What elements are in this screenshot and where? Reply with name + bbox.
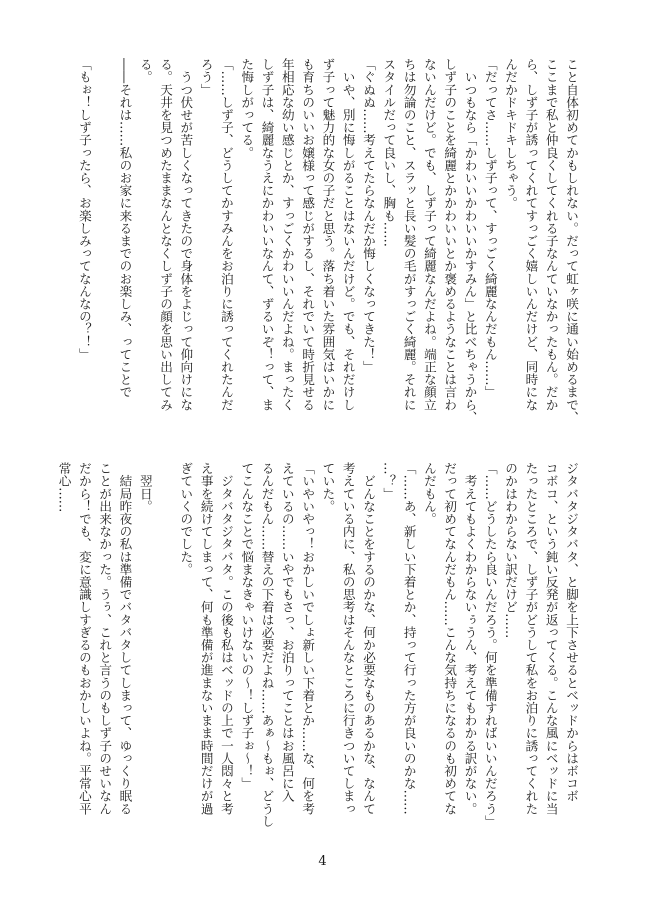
text-line: る。天井を見つめたままなんとなくしず子の顔を思い出してみ	[158, 58, 174, 411]
text-line: 「……どうしたら良いんだろう。何を準備すればいいんだろう」	[482, 462, 498, 828]
text-line: しず子は、綺麗なうえにかわいいなんて、ずるいぞ！って、ま	[259, 58, 275, 411]
text-line: 「いやいやっ！おかしいでしょ新しい下着とか……な、何を考	[300, 462, 316, 815]
lower-text-block	[0, 462, 581, 827]
text-line: 翌日。	[137, 462, 153, 513]
text-line: うつ伏せが苦しくなってきたので身体をよじって仰向けにな	[178, 58, 194, 411]
text-line: ――それは……私のお家に来るまでのお楽しみ、ってことで	[117, 58, 133, 399]
text-line: …？」	[381, 462, 397, 500]
text-line: だって初めてなんだもん……こんな気持ちになるのも初めてな	[442, 462, 458, 815]
text-line: 「だってさ……しず子って、すっごく綺麗なんだもん……」	[482, 58, 498, 399]
text-line: ことが出来なかった。うぅ、これと言うのもしず子のせいなん	[97, 462, 113, 815]
text-line: だから！でも、変に意識しすぎるのもおかしいよね。平常心平	[76, 462, 92, 815]
text-line: 年相応な幼い感じとか、すっごくかわいいんだよね。まったく	[279, 58, 295, 411]
text-line: こと自体初めてかもしれない。だって虹ヶ咲に通い始めるまで、	[564, 58, 579, 424]
text-line: のかはわからない訳だけど……	[503, 462, 519, 639]
text-line: え事を続けてしまって、何も準備が進まないまま時間だけが過	[198, 462, 214, 815]
text-line: 結局昨夜の私は準備でバタバタしてしまって、ゆっくり眠る	[117, 462, 133, 815]
text-line: 「ぐぬぬ……考えてたらなんだか悔しくなってきた！」	[361, 58, 377, 373]
text-line: いつもなら「かわいいかわいいかすみん」と比べちゃうから、	[462, 58, 478, 424]
text-line: んだかドキドキしちゃう。	[503, 58, 519, 210]
text-line: ここまで私と仲良くしてくれる子なんていなかったもん。だか	[543, 58, 559, 411]
text-line: 考えている内に、私の思考はそんなところに行きついてしまっ	[340, 462, 356, 815]
text-line: てこんなことで悩まなきゃいけないの～！しず子ぉ～！」	[239, 462, 255, 790]
text-line: 「……しず子、どうしてかすみんをお泊りに誘ってくれたんだ	[218, 58, 234, 411]
text-line: しず子のことを綺麗とかかわいいとか褒めるようなことは言わ	[442, 58, 458, 411]
text-line: ジタバタジタバタ。この後も私はベッドの上で一人悶々と考	[218, 462, 234, 815]
text-line: ていた。	[320, 462, 336, 513]
text-line: 「……あ、新しい下着とか、持って行った方が良いのかな……	[401, 462, 417, 815]
text-line: 考えてもよくわからないぅうん、考えてもわかる訳がない。	[462, 462, 478, 815]
text-line: ちは勿論のこと、スラッと長い髪の毛がすっごく綺麗。それに	[401, 58, 417, 411]
text-line	[155, 462, 175, 827]
text-line: ジタバタジタバタ、と脚を上下させるとベッドからはボコボ	[564, 462, 579, 803]
text-line: どんなことをするのかな、何か必要なものあるかな、なんて	[361, 462, 377, 815]
text-line: るんだもん……替えの下着は必要だよね……あぁ～もぉ、どうし	[259, 462, 275, 828]
text-line: る。	[137, 58, 153, 84]
text-line: スタイルだって良いし、胸も……	[381, 58, 397, 247]
text-line	[94, 58, 114, 423]
text-line: ら、しず子が誘ってくれてすっごく嬉しいんだけど、同時にな	[523, 58, 539, 411]
upper-text-block	[0, 58, 581, 423]
text-line: コボコ、という鈍い反発が返ってくる。こんな風にベッドに当	[543, 462, 559, 815]
text-line: 「もぉ！しず子ったら、お楽しみってなんなの？！」	[76, 58, 92, 361]
text-line: いや、別に悔しがることはないんだけど。でも、それだけし	[340, 58, 356, 411]
text-line: ないんだけど。でも、しず子って綺麗なんだよね。端正な顔立	[421, 58, 437, 411]
text-line: んだもん。	[421, 462, 437, 525]
text-line: ず子って魅力的な女の子だと思う。落ち着いた雰囲気はいかに	[320, 58, 336, 411]
text-line: たったところで、しず子がどうして私をお泊りに誘ってくれた	[523, 462, 539, 815]
text-line: も育ちのいいお嬢様って感じがするし、それでいて時折見せる	[300, 58, 316, 411]
text-line: た悔しがってる。	[239, 58, 255, 159]
text-line: えているの……いやでもさっ、お泊りってことはお風呂に入	[279, 462, 295, 803]
text-line: ぎていくのでした。	[178, 462, 194, 576]
text-line: 常心……	[56, 462, 72, 513]
page-number: 4	[318, 854, 327, 869]
text-line: ろう」	[198, 58, 214, 96]
